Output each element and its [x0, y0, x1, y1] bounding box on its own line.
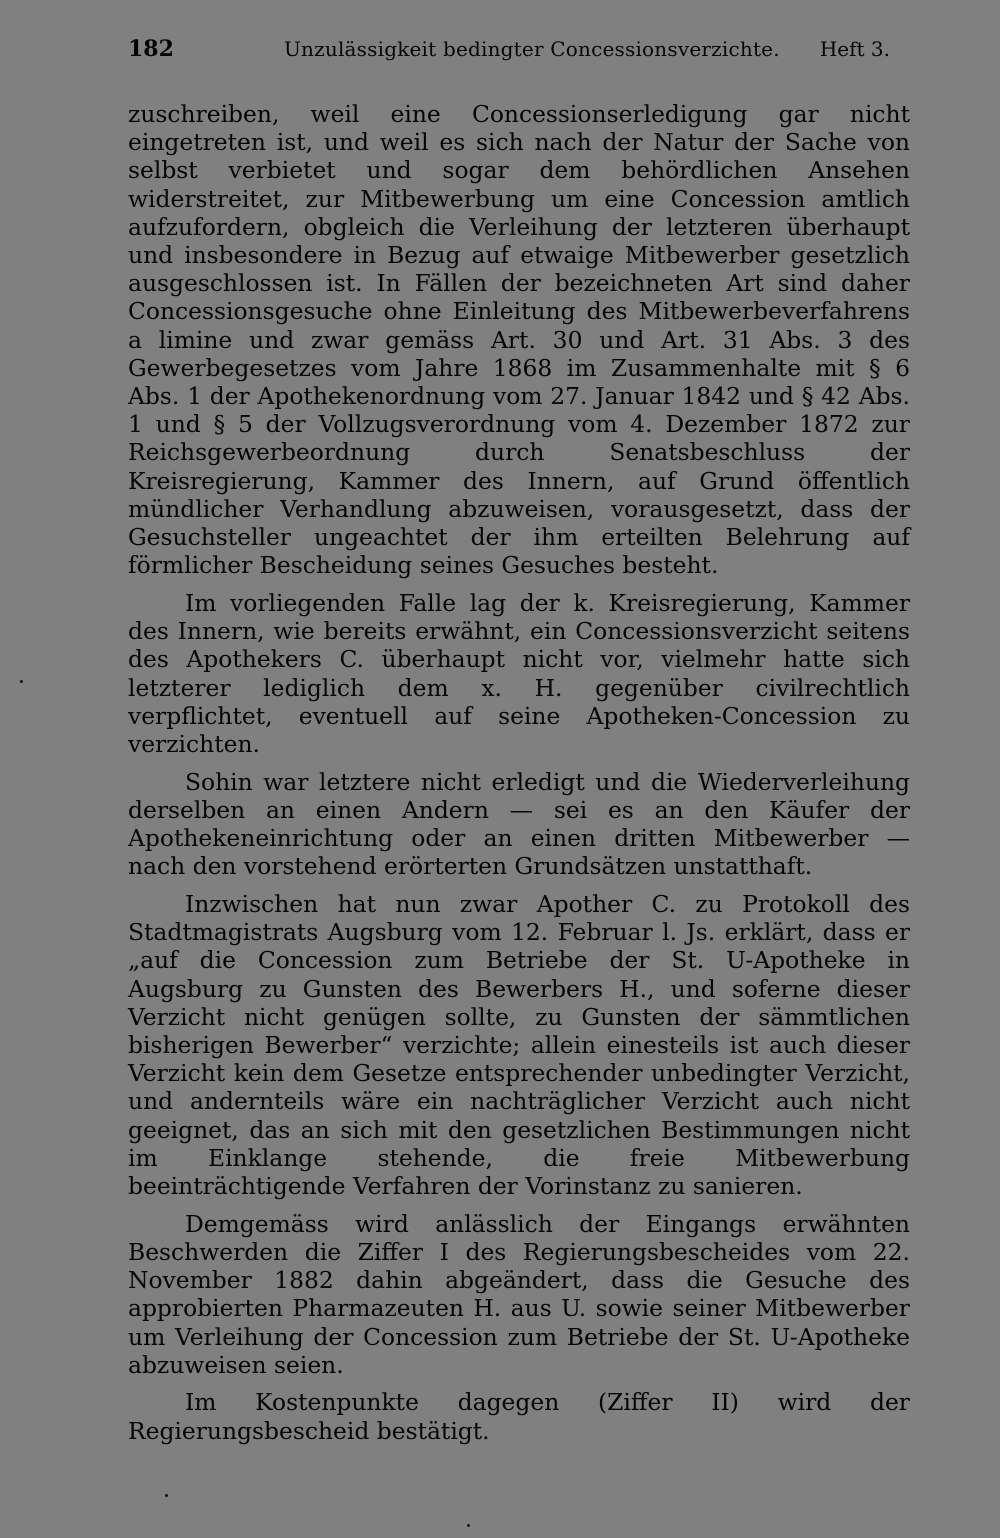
scan-speck [20, 680, 23, 683]
scan-speck [165, 1494, 168, 1497]
paragraph-6: Im Kostenpunkte dagegen (Ziffer II) wird der Regierungsbescheid bestätigt. [128, 1388, 910, 1445]
paragraph-4: Inzwischen hat nun zwar Apother C. zu Protokoll des Stadtmagistrats Augsburg vom 12. Februar l. Js. erklärt, dass er „auf die Concession zum Betriebe der St. U-Apotheke in Augsburg zu Gunsten des Bewerbers H., und soferne dieser Verzicht nicht genügen sollte, zu Gunsten der sämmtlichen bisherigen Bewerber“ verzichte; allein einesteils ist auch dieser Verzicht kein dem Gesetze entsprechender unbedingter Verzicht, und andernteils wäre ein nachträglicher Verzicht auch nicht geeignet, das an sich mit den gesetzlichen Bestimmungen nicht im Einklange stehende, die freie Mitbewerbung beeinträchtigende Verfahren der Vorinstanz zu sanieren. [128, 889, 910, 1201]
page-number: 182 [128, 36, 174, 62]
paragraph-5: Demgemäss wird anlässlich der Eingangs erwähnten Beschwerden die Ziffer I des Regierungsbescheides vom 22. November 1882 dahin abgeändert, dass die Gesuche des approbierten Pharmazeuten H. aus U. sowie seiner Mitbewerber um Verleihung der Concession zum Betriebe der St. U-Apotheke abzuweisen seien. [128, 1209, 910, 1379]
page-header [128, 36, 890, 66]
paragraph-2: Im vorliegenden Falle lag der k. Kreisregierung, Kammer des Innern, wie bereits erwähnt, ein Concessionsverzicht seitens des Apothekers C. überhaupt nicht vor, vielmehr hatte sich letzterer lediglich dem x. H. gegenüber civilrechtlich verpflichtet, eventuell auf seine Apotheken-Concession zu verzichten. [128, 588, 910, 758]
scan-speck [467, 1524, 470, 1527]
issue-label: Heft 3. [819, 37, 890, 61]
paragraph-3: Sohin war letztere nicht erledigt und die Wiederverleihung derselben an einen Andern — sei es an den Käufer der Apothekeneinrichtung oder an einen dritten Mitbewerber — nach den vorstehend erörterten Grundsätzen unstatthaft. [128, 767, 910, 881]
body-text [128, 100, 910, 1454]
paragraph-1: zuschreiben, weil eine Concessionserledigung gar nicht eingetreten ist, und weil es sich nach der Natur der Sache von selbst verbietet und sogar dem behördlichen Ansehen widerstreitet, zur Mitbewerbung um eine Concession amtlich aufzufordern, obgleich die Verleihung der letzteren überhaupt und insbesondere in Bezug auf etwaige Mitbewerber gesetzlich ausgeschlossen ist. In Fällen der bezeichneten Art sind daher Concessionsgesuche ohne Einleitung des Mitbewerbeverfahrens a limine und zwar gemäss Art. 30 und Art. 31 Abs. 3 des Gewerbegesetzes vom Jahre 1868 im Zusammenhalte mit § 6 Abs. 1 der Apothekenordnung vom 27. Januar 1842 und § 42 Abs. 1 und § 5 der Vollzugsverordnung vom 4. Dezember 1872 zur Reichsgewerbeordnung durch Senatsbeschluss der Kreisregierung, Kammer des Innern, auf Grund öffentlich mündlicher Verhandlung abzuweisen, vorausgesetzt, dass der Gesuchsteller ungeachtet der ihm erteilten Belehrung auf förmlicher Bescheidung seines Gesuches besteht. [128, 100, 910, 580]
running-title: Unzulässigkeit bedingter Concessionsverzichte. [284, 37, 780, 61]
